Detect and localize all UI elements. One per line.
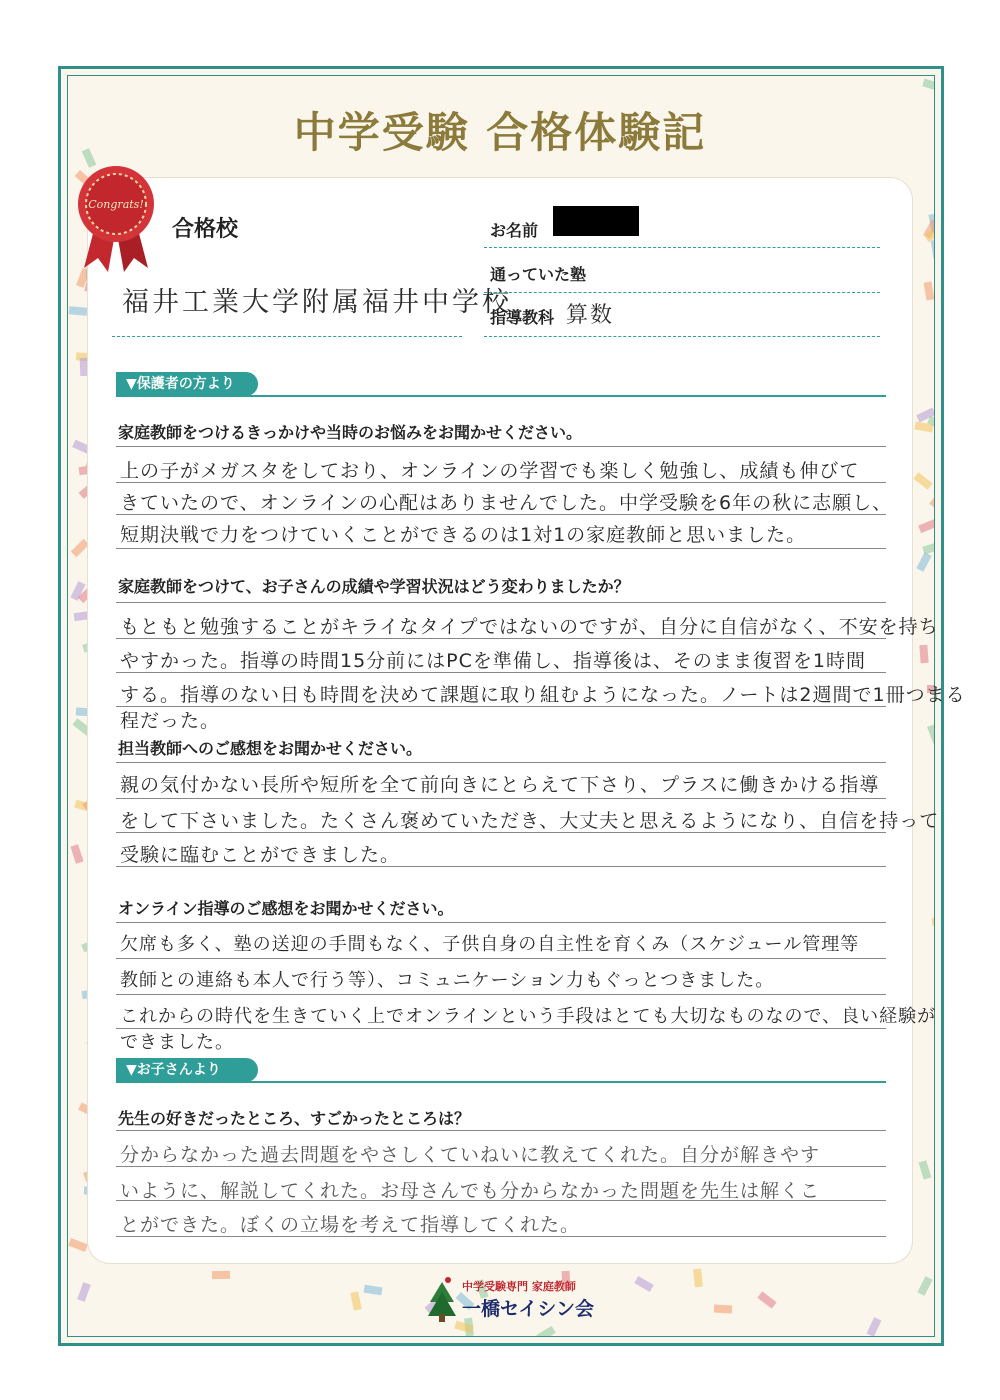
confetti-piece (758, 1291, 777, 1308)
logo-subtitle: 中学受験専門 家庭教師 (462, 1280, 576, 1293)
rule-line (116, 958, 886, 959)
congrats-rosette-icon (74, 164, 158, 274)
confetti-piece (364, 1285, 383, 1296)
confetti-piece (212, 1271, 230, 1279)
confetti-piece (927, 724, 935, 744)
confetti-piece (71, 539, 89, 557)
rule-line (116, 446, 886, 447)
confetti-piece (931, 239, 935, 258)
subject-value: 算数 (566, 303, 615, 328)
confetti-piece (536, 1326, 556, 1337)
page-title: 中学受験 合格体験記 (293, 108, 707, 157)
confetti-piece (929, 489, 935, 508)
parent-a3-line: 受験に臨むことができました。 (120, 844, 401, 866)
parent-a4-line: 教師との連絡も本人で行う等）、コミュニケーション力もぐっとつきました。 (120, 970, 775, 991)
name-redaction (553, 206, 639, 236)
parent-a4-line: これからの時代を生きていく上でオンラインという手段はとても大切なものなので、良い経験が (120, 1006, 937, 1027)
subject-label: 指導教科 (490, 308, 555, 327)
child-section-tag: ▼お子さんより (116, 1058, 258, 1082)
parent-a3-line: をして下さいました。たくさん褒めていただき、大丈夫と思えるようになり、自信を持って (120, 810, 940, 832)
parent-section-line (116, 395, 886, 397)
parent-q4: オンライン指導のご感想をお聞かせください。 (118, 899, 454, 918)
congrats-text: Congrats! (88, 198, 144, 211)
rule-line (116, 548, 886, 549)
school-underline (112, 336, 462, 337)
confetti-piece (923, 282, 934, 301)
child-section-line (116, 1081, 886, 1083)
parent-a2-line: もともと勉強することがキライなタイプではないのですが、自分に自信がなく、不安を持ち (120, 616, 939, 638)
rule-line (116, 482, 886, 483)
parent-a1-line: 上の子がメガスタをしており、オンラインの学習でも楽しく勉強し、成績も伸びて (120, 460, 860, 482)
confetti-piece (714, 1305, 732, 1314)
rule-line (116, 602, 886, 603)
parent-a1-line: きていたので、オンラインの心配はありませんでした。中学受験を6年の秋に志願し、 (120, 492, 893, 514)
parent-a4-line: できました。 (120, 1032, 234, 1053)
confetti-piece (916, 553, 932, 573)
parent-a1-line: 短期決戦で力をつけていくことができるのは1対1の家庭教師と思いました。 (120, 524, 807, 546)
confetti-piece (918, 1160, 931, 1180)
parent-a2-line: する。指導のない日も時間を決めて課題に取り組むようになった。ノートは2週間で1冊つまる (120, 684, 966, 706)
rule-line (116, 994, 886, 995)
rule-line (116, 706, 886, 707)
confetti-piece (77, 1282, 91, 1302)
parent-a2-line: やすかった。指導の時間15分前にはPCを準備し、指導後は、そのまま復習を1時間 (120, 650, 866, 672)
confetti-piece (867, 1317, 882, 1337)
parent-q1: 家庭教師をつけるきっかけや当時のお悩みをお聞かせください。 (118, 423, 583, 442)
child-a1-line: とができた。ぼくの立場を考えて指導してくれた。 (120, 1214, 581, 1236)
rule-line (116, 514, 886, 515)
rule-line (116, 922, 886, 923)
school-label: 合格校 (172, 216, 239, 242)
confetti-piece (68, 1238, 88, 1252)
confetti-piece (922, 78, 935, 91)
child-a1-line: いように、解説してくれた。お母さんでも分からなかった問題を先生は解くこ (120, 1180, 821, 1202)
confetti-piece (919, 519, 935, 533)
parent-a4-line: 欠席も多く、塾の送迎の手間もなく、子供自身の自主性を育くみ（スケジュール管理等 (120, 934, 860, 955)
subject-underline (484, 336, 880, 337)
rule-line (116, 798, 886, 799)
juku-label: 通っていた塾 (490, 265, 587, 284)
name-label: お名前 (490, 221, 539, 240)
school-value: 福井工業大学附属福井中学校 (122, 287, 512, 318)
confetti-piece (914, 473, 933, 490)
confetti-piece (693, 1269, 703, 1288)
rule-line (116, 832, 886, 833)
parent-a3-line: 親の気付かない長所や短所を全て前向きにとらえて下さり、プラスに働きかける指導 (120, 774, 880, 796)
rule-line (116, 638, 886, 639)
juku-underline (484, 292, 880, 293)
rule-line (116, 672, 886, 673)
confetti-piece (351, 1292, 363, 1311)
rule-line (116, 1130, 886, 1131)
confetti-piece (919, 645, 928, 664)
rule-line (116, 866, 886, 867)
confetti-piece (917, 1276, 932, 1296)
rule-line (116, 762, 886, 763)
confetti-piece (80, 358, 89, 376)
name-underline (484, 247, 880, 248)
confetti-piece (634, 1276, 654, 1292)
parent-section-tag: ▼保護者の方より (116, 372, 258, 396)
confetti-piece (932, 916, 935, 926)
rule-line (116, 1200, 886, 1201)
parent-q2: 家庭教師をつけて、お子さんの成績や学習状況はどう変わりましたか？ (118, 577, 630, 596)
logo-brand: 一橋セイシン会 (462, 1298, 594, 1320)
confetti-piece (70, 844, 83, 864)
parent-a2-line: 程だった。 (120, 710, 221, 732)
rule-line (116, 1236, 886, 1237)
child-a1-line: 分からなかった過去問題をやさしくていねいに教えてくれた。自分が解きやす (120, 1144, 821, 1166)
child-q1: 先生の好きだったところ、すごかったところは？ (118, 1109, 471, 1128)
confetti-piece (69, 306, 88, 316)
rule-line (116, 1166, 886, 1167)
rule-line (116, 1028, 886, 1029)
parent-q3: 担当教師へのご感想をお聞かせください。 (118, 739, 423, 758)
